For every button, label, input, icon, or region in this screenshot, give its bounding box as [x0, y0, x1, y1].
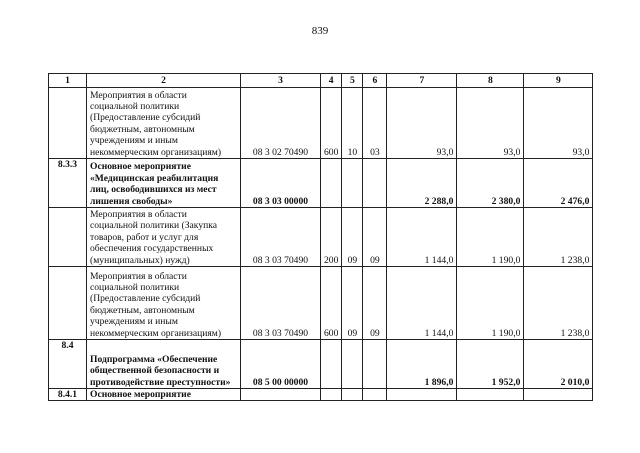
column-header: 2: [87, 74, 241, 88]
row-amount-1: 1 144,0: [387, 208, 457, 267]
row-pr: 03: [363, 88, 387, 159]
row-description: Мероприятия в области социальной политики (Предоставление субсидий бюджетным, автономным учреждениям и иным некоммерческим организациям): [87, 88, 241, 159]
row-vr: 200: [321, 208, 342, 267]
table-row: [49, 159, 593, 208]
table-row: [49, 267, 593, 340]
row-code: 08 3 03 70490: [241, 208, 321, 267]
row-amount-2: 93,0: [457, 88, 524, 159]
row-amount-3: 1 238,0: [524, 267, 593, 340]
row-vr: [321, 340, 342, 389]
column-header: 1: [49, 74, 87, 88]
row-description: Основное мероприятие: [87, 389, 241, 401]
table-row: [49, 88, 593, 159]
table-row: [49, 389, 593, 401]
row-pr: 09: [363, 267, 387, 340]
row-rz: [342, 159, 363, 208]
row-description: Мероприятия в области социальной политики (Предоставление субсидий бюджетным, автономным учреждениям и иным некоммерческим организациям): [87, 267, 241, 340]
column-header: 6: [363, 74, 387, 88]
row-pr: [363, 389, 387, 401]
row-amount-1: 93,0: [387, 88, 457, 159]
row-description: Мероприятия в области социальной политики (Закупка товаров, работ и услуг для обеспечения государственных (муниципальных) нужд): [87, 208, 241, 267]
table-row: [49, 208, 593, 267]
row-rz: 09: [342, 267, 363, 340]
row-amount-3: 2 476,0: [524, 159, 593, 208]
row-number: [49, 88, 87, 159]
page-number: 839: [311, 25, 329, 37]
row-description: Основное мероприятие «Медицинская реабилитация лиц, освободившихся из мест лишения свободы»: [87, 159, 241, 208]
row-amount-3: 1 238,0: [524, 208, 593, 267]
row-amount-3: [524, 389, 593, 401]
row-rz: [342, 340, 363, 389]
row-rz: 10: [342, 88, 363, 159]
row-amount-2: 1 190,0: [457, 208, 524, 267]
row-amount-1: 1 144,0: [387, 267, 457, 340]
row-code: 08 3 03 00000: [241, 159, 321, 208]
budget-table: [48, 73, 593, 401]
row-number: 8.4: [49, 340, 87, 389]
row-amount-2: 1 952,0: [457, 340, 524, 389]
row-code: [241, 389, 321, 401]
row-description: Подпрограмма «Обеспечение общественной безопасности и противодействие преступности»: [87, 340, 241, 389]
column-header: 5: [342, 74, 363, 88]
row-code: 08 5 00 00000: [241, 340, 321, 389]
row-amount-3: 93,0: [524, 88, 593, 159]
row-code: 08 3 03 70490: [241, 267, 321, 340]
row-amount-2: 1 190,0: [457, 267, 524, 340]
row-number: [49, 208, 87, 267]
table-row: [49, 340, 593, 389]
row-pr: [363, 340, 387, 389]
row-number: [49, 267, 87, 340]
row-vr: [321, 159, 342, 208]
row-code: 08 3 02 70490: [241, 88, 321, 159]
row-amount-2: 2 380,0: [457, 159, 524, 208]
row-amount-1: 2 288,0: [387, 159, 457, 208]
column-header: 8: [457, 74, 524, 88]
row-number: 8.4.1: [49, 389, 87, 401]
row-rz: [342, 389, 363, 401]
row-vr: [321, 389, 342, 401]
column-header: 9: [524, 74, 593, 88]
row-pr: [363, 159, 387, 208]
column-header: 4: [321, 74, 342, 88]
column-header: 3: [241, 74, 321, 88]
column-header: 7: [387, 74, 457, 88]
row-amount-3: 2 010,0: [524, 340, 593, 389]
row-amount-1: [387, 389, 457, 401]
row-vr: 600: [321, 267, 342, 340]
row-number: 8.3.3: [49, 159, 87, 208]
table-header-row: [49, 74, 593, 88]
row-amount-1: 1 896,0: [387, 340, 457, 389]
row-amount-2: [457, 389, 524, 401]
row-pr: 09: [363, 208, 387, 267]
row-rz: 09: [342, 208, 363, 267]
row-vr: 600: [321, 88, 342, 159]
